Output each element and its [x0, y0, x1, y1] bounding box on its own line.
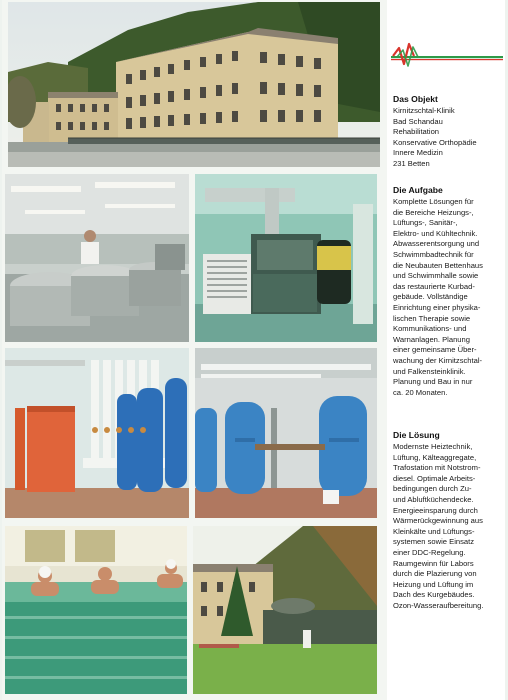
- clinic-building-photo: [8, 2, 380, 167]
- aufgabe-title: Die Aufgabe: [393, 185, 443, 195]
- objekt-body: Kirnitzschtal-Klinik Bad Schandau Rehabilitation Konservative Orthopädie Innere Medizin 231 Betten: [393, 106, 477, 168]
- boiler-icon: [5, 348, 189, 518]
- brochure-page: [2, 0, 504, 700]
- building-icon: [8, 2, 380, 167]
- filter-tanks-photo: [195, 348, 377, 518]
- aufgabe-body: Komplette Lösungen für die Bereiche Heizungs-, Lüftungs-, Sanitär-, Elektro- und Kühltechnik. Abwasserentsorgung und Schwimmbadtechnik für die Neubauten Bettenhaus und Schwimmhalle sowie das restaurierte Kurbad- gebäude. Vollständige Einrichtung einer physika- lischen Therapie sowie Kommunikations- und Warnanlagen. Planung einer gemeinsame Über- wachung der Kirnitzschtal- und Falkensteinklinik. Planung und Bau in nur ca. 20 Monaten.: [393, 197, 483, 397]
- park-icon: [193, 526, 377, 694]
- tank-icon: [195, 348, 377, 518]
- generator-room-photo: [195, 174, 377, 342]
- park-photo: [193, 526, 377, 694]
- kitchen-photo: [5, 174, 189, 342]
- generator-icon: [195, 174, 377, 342]
- objekt-title: Das Objekt: [393, 94, 438, 104]
- company-logo: [391, 40, 503, 74]
- wave-logo-icon: [391, 40, 503, 74]
- pool-photo: [5, 526, 187, 694]
- text-column: [387, 0, 505, 700]
- kitchen-icon: [5, 174, 189, 342]
- heating-room-photo: [5, 348, 189, 518]
- pool-icon: [5, 526, 187, 694]
- loesung-title: Die Lösung: [393, 430, 440, 440]
- loesung-body: Modernste Heiztechnik, Lüftung, Kälteaggregate, Trafostation mit Notstrom- diesel. Optimale Arbeits- bedingungen durch Zu- und Abluftküchendecke. Energieeinsparung durch Wärmerückgewinnung aus Kleinkälte und Lüftungs- systemen sowie Einsatz einer DDC-Regelung. Raumgewinn für Labors durch die Plazierung von Heizung und Lüftung im Dach des Kurgebäudes. Ozon-Wasseraufbereitung.: [393, 442, 484, 610]
